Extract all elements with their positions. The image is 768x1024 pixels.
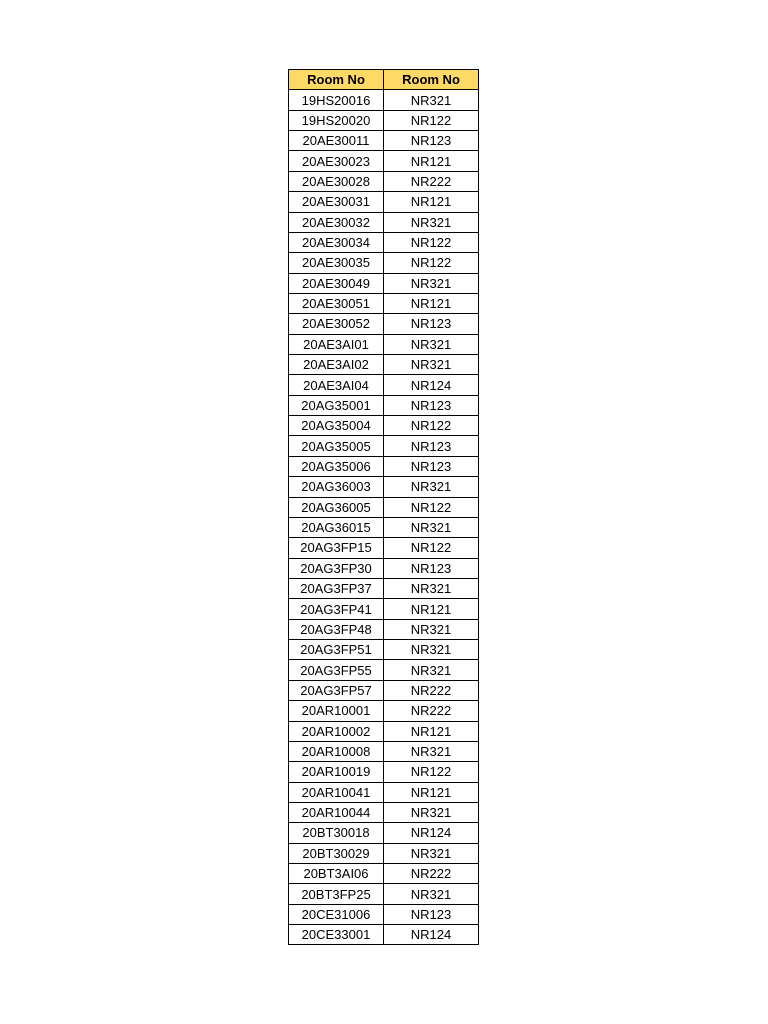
roll-number-cell: 20AG36015 — [289, 517, 384, 537]
room-number-cell: NR122 — [384, 110, 479, 130]
table-row — [289, 497, 479, 517]
roll-number-cell: 20AE30052 — [289, 314, 384, 334]
room-number-cell: NR321 — [384, 578, 479, 598]
roll-number-cell: 20BT30018 — [289, 823, 384, 843]
table-row — [289, 334, 479, 354]
table-row — [289, 538, 479, 558]
table-row — [289, 640, 479, 660]
room-number-cell: NR222 — [384, 701, 479, 721]
roll-number-cell: 19HS20016 — [289, 90, 384, 110]
header-row — [289, 70, 479, 90]
room-number-cell: NR321 — [384, 334, 479, 354]
table-row — [289, 355, 479, 375]
table-row — [289, 884, 479, 904]
room-number-cell: NR321 — [384, 640, 479, 660]
table-row — [289, 192, 479, 212]
table-row — [289, 925, 479, 945]
roll-number-cell: 20AG3FP37 — [289, 578, 384, 598]
table-row — [289, 232, 479, 252]
room-allocation-sheet — [288, 69, 479, 945]
room-number-cell: NR121 — [384, 599, 479, 619]
room-number-cell: NR122 — [384, 497, 479, 517]
table-row — [289, 802, 479, 822]
table-row — [289, 864, 479, 884]
roll-number-cell: 20AE30051 — [289, 293, 384, 313]
room-number-cell: NR321 — [384, 843, 479, 863]
room-number-cell: NR123 — [384, 314, 479, 334]
roll-number-cell: 20AE3AI04 — [289, 375, 384, 395]
roll-number-cell: 20AG35004 — [289, 416, 384, 436]
table-row — [289, 823, 479, 843]
roll-number-cell: 20AR10044 — [289, 802, 384, 822]
room-number-cell: NR222 — [384, 680, 479, 700]
roll-number-cell: 20AE30011 — [289, 131, 384, 151]
roll-number-cell: 20AE30034 — [289, 232, 384, 252]
room-number-cell: NR121 — [384, 151, 479, 171]
room-number-cell: NR321 — [384, 517, 479, 537]
table-row — [289, 762, 479, 782]
roll-number-cell: 20AG3FP41 — [289, 599, 384, 619]
table-body — [289, 90, 479, 945]
room-number-cell: NR321 — [384, 884, 479, 904]
roll-number-cell: 20AR10008 — [289, 741, 384, 761]
room-allocation-table — [288, 69, 479, 945]
roll-number-cell: 20AG3FP55 — [289, 660, 384, 680]
table-row — [289, 416, 479, 436]
room-number-cell: NR321 — [384, 802, 479, 822]
roll-number-cell: 20AR10019 — [289, 762, 384, 782]
table-row — [289, 680, 479, 700]
room-number-cell: NR122 — [384, 538, 479, 558]
roll-number-cell: 20AE30032 — [289, 212, 384, 232]
room-number-cell: NR123 — [384, 436, 479, 456]
roll-number-cell: 20AG3FP15 — [289, 538, 384, 558]
table-row — [289, 660, 479, 680]
roll-number-cell: 20AE3AI01 — [289, 334, 384, 354]
table-row — [289, 904, 479, 924]
table-row — [289, 843, 479, 863]
room-number-cell: NR321 — [384, 212, 479, 232]
room-number-cell: NR321 — [384, 619, 479, 639]
table-row — [289, 131, 479, 151]
roll-number-cell: 20AE30023 — [289, 151, 384, 171]
table-row — [289, 517, 479, 537]
roll-number-cell: 20AR10001 — [289, 701, 384, 721]
roll-number-cell: 20AG35001 — [289, 395, 384, 415]
room-number-cell: NR124 — [384, 925, 479, 945]
roll-number-cell: 20AR10041 — [289, 782, 384, 802]
table-row — [289, 782, 479, 802]
table-row — [289, 701, 479, 721]
roll-number-cell: 20AG35005 — [289, 436, 384, 456]
table-row — [289, 110, 479, 130]
room-number-cell: NR321 — [384, 660, 479, 680]
room-number-cell: NR121 — [384, 782, 479, 802]
roll-number-cell: 20AG35006 — [289, 456, 384, 476]
column-header-roll-no: Room No — [289, 70, 384, 90]
table-row — [289, 599, 479, 619]
roll-number-cell: 20AE30035 — [289, 253, 384, 273]
room-number-cell: NR222 — [384, 171, 479, 191]
table-row — [289, 741, 479, 761]
roll-number-cell: 20BT3FP25 — [289, 884, 384, 904]
roll-number-cell: 19HS20020 — [289, 110, 384, 130]
table-row — [289, 314, 479, 334]
room-number-cell: NR123 — [384, 395, 479, 415]
roll-number-cell: 20AE30028 — [289, 171, 384, 191]
table-row — [289, 171, 479, 191]
roll-number-cell: 20CE31006 — [289, 904, 384, 924]
room-number-cell: NR121 — [384, 721, 479, 741]
table-row — [289, 395, 479, 415]
table-row — [289, 436, 479, 456]
table-row — [289, 212, 479, 232]
roll-number-cell: 20AG3FP48 — [289, 619, 384, 639]
room-number-cell: NR124 — [384, 823, 479, 843]
roll-number-cell: 20CE33001 — [289, 925, 384, 945]
roll-number-cell: 20BT30029 — [289, 843, 384, 863]
table-row — [289, 721, 479, 741]
roll-number-cell: 20AG3FP30 — [289, 558, 384, 578]
table-row — [289, 477, 479, 497]
table-row — [289, 151, 479, 171]
room-number-cell: NR122 — [384, 253, 479, 273]
room-number-cell: NR122 — [384, 232, 479, 252]
roll-number-cell: 20AE3AI02 — [289, 355, 384, 375]
room-number-cell: NR121 — [384, 293, 479, 313]
table-row — [289, 253, 479, 273]
table-row — [289, 273, 479, 293]
room-number-cell: NR121 — [384, 192, 479, 212]
room-number-cell: NR123 — [384, 456, 479, 476]
roll-number-cell: 20AR10002 — [289, 721, 384, 741]
room-number-cell: NR123 — [384, 904, 479, 924]
roll-number-cell: 20AG3FP51 — [289, 640, 384, 660]
roll-number-cell: 20AG36005 — [289, 497, 384, 517]
table-row — [289, 375, 479, 395]
room-number-cell: NR122 — [384, 416, 479, 436]
room-number-cell: NR222 — [384, 864, 479, 884]
room-number-cell: NR123 — [384, 131, 479, 151]
room-number-cell: NR321 — [384, 273, 479, 293]
table-row — [289, 558, 479, 578]
table-row — [289, 578, 479, 598]
table-row — [289, 619, 479, 639]
table-row — [289, 90, 479, 110]
roll-number-cell: 20AG36003 — [289, 477, 384, 497]
room-number-cell: NR321 — [384, 477, 479, 497]
room-number-cell: NR321 — [384, 741, 479, 761]
room-number-cell: NR321 — [384, 355, 479, 375]
roll-number-cell: 20AG3FP57 — [289, 680, 384, 700]
room-number-cell: NR321 — [384, 90, 479, 110]
roll-number-cell: 20AE30031 — [289, 192, 384, 212]
room-number-cell: NR122 — [384, 762, 479, 782]
column-header-room-no: Room No — [384, 70, 479, 90]
room-number-cell: NR124 — [384, 375, 479, 395]
roll-number-cell: 20AE30049 — [289, 273, 384, 293]
room-number-cell: NR123 — [384, 558, 479, 578]
table-row — [289, 456, 479, 476]
roll-number-cell: 20BT3AI06 — [289, 864, 384, 884]
table-row — [289, 293, 479, 313]
